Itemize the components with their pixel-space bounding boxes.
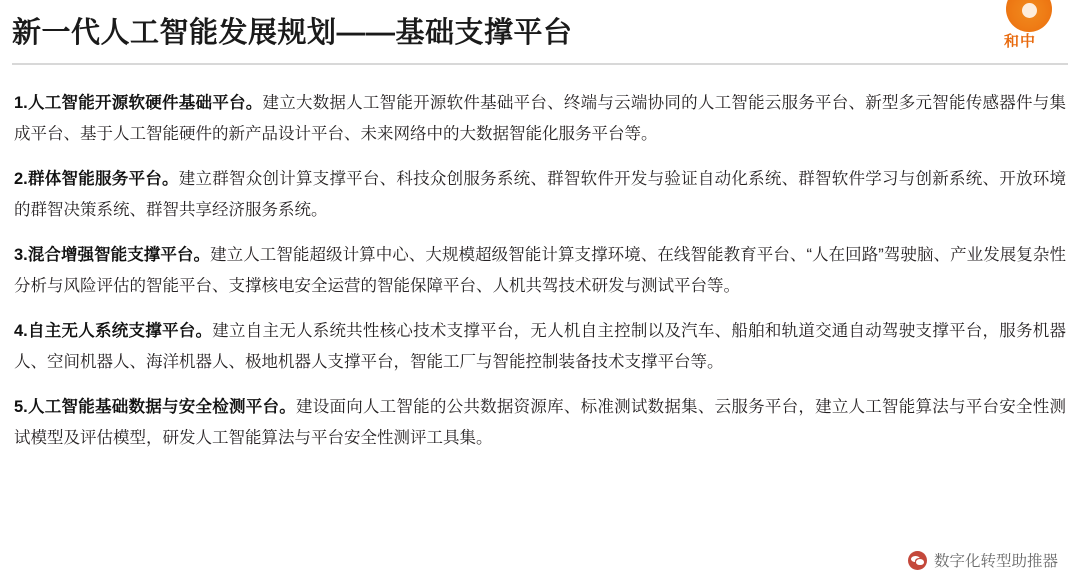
page-title: 新一代人工智能发展规划——基础支撑平台	[12, 17, 573, 49]
content-paragraph	[14, 88, 1066, 150]
title-divider	[12, 63, 1068, 65]
paragraph-lead: 1.人工智能开源软硬件基础平台。	[14, 94, 263, 112]
paragraph-text: 建立群智众创计算支撑平台、科技众创服务系统、群智软件开发与验证自动化系统、群智软件学习与创新系统、开放环境的群智决策系统、群智共享经济服务系统。	[14, 170, 1066, 219]
paragraph-lead: 3.混合增强智能支撑平台。	[14, 246, 211, 264]
content-body	[14, 88, 1066, 468]
paragraph-lead: 4.自主无人系统支撑平台。	[14, 322, 213, 340]
watermark	[908, 549, 1058, 571]
paragraph-text: 建设面向人工智能的公共数据资源库、标准测试数据集、云服务平台，建立人工智能算法与平台安全性测试模型及评估模型，研发人工智能算法与平台安全性测评工具集。	[14, 398, 1067, 447]
watermark-label: 数字化转型助推器	[933, 553, 1058, 570]
paragraph-text: 建立自主无人系统共性核心技术支撑平台，无人机自主控制以及汽车、船舶和轨道交通自动驾驶支撑平台，服务机器人、空间机器人、海洋机器人、极地机器人支撑平台，智能工厂与智能控制装备技术支撑平台等。	[14, 322, 1067, 371]
paragraph-lead: 2.群体智能服务平台。	[14, 170, 179, 188]
paragraph-text: 建立人工智能超级计算中心、大规模超级智能计算支撑环境、在线智能教育平台、“人在回路”驾驶脑、产业发展复杂性分析与风险评估的智能平台、支撑核电安全运营的智能保障平台、人机共驾技术研发与测试平台等。	[14, 246, 1066, 295]
brand-logo	[996, 0, 1062, 66]
content-paragraph	[14, 316, 1066, 378]
paragraph-lead: 5.人工智能基础数据与安全检测平台。	[14, 398, 296, 416]
flame-circle-icon	[1006, 0, 1052, 32]
content-paragraph	[14, 392, 1066, 454]
content-paragraph	[14, 164, 1066, 226]
paragraph-text: 建立大数据人工智能开源软件基础平台、终端与云端协同的人工智能云服务平台、新型多元智能传感器件与集成平台、基于人工智能硬件的新产品设计平台、未来网络中的大数据智能化服务平台等。	[14, 94, 1067, 143]
content-paragraph	[14, 240, 1066, 302]
wechat-icon	[908, 551, 927, 570]
brand-logo-text: 和中	[1004, 33, 1037, 50]
